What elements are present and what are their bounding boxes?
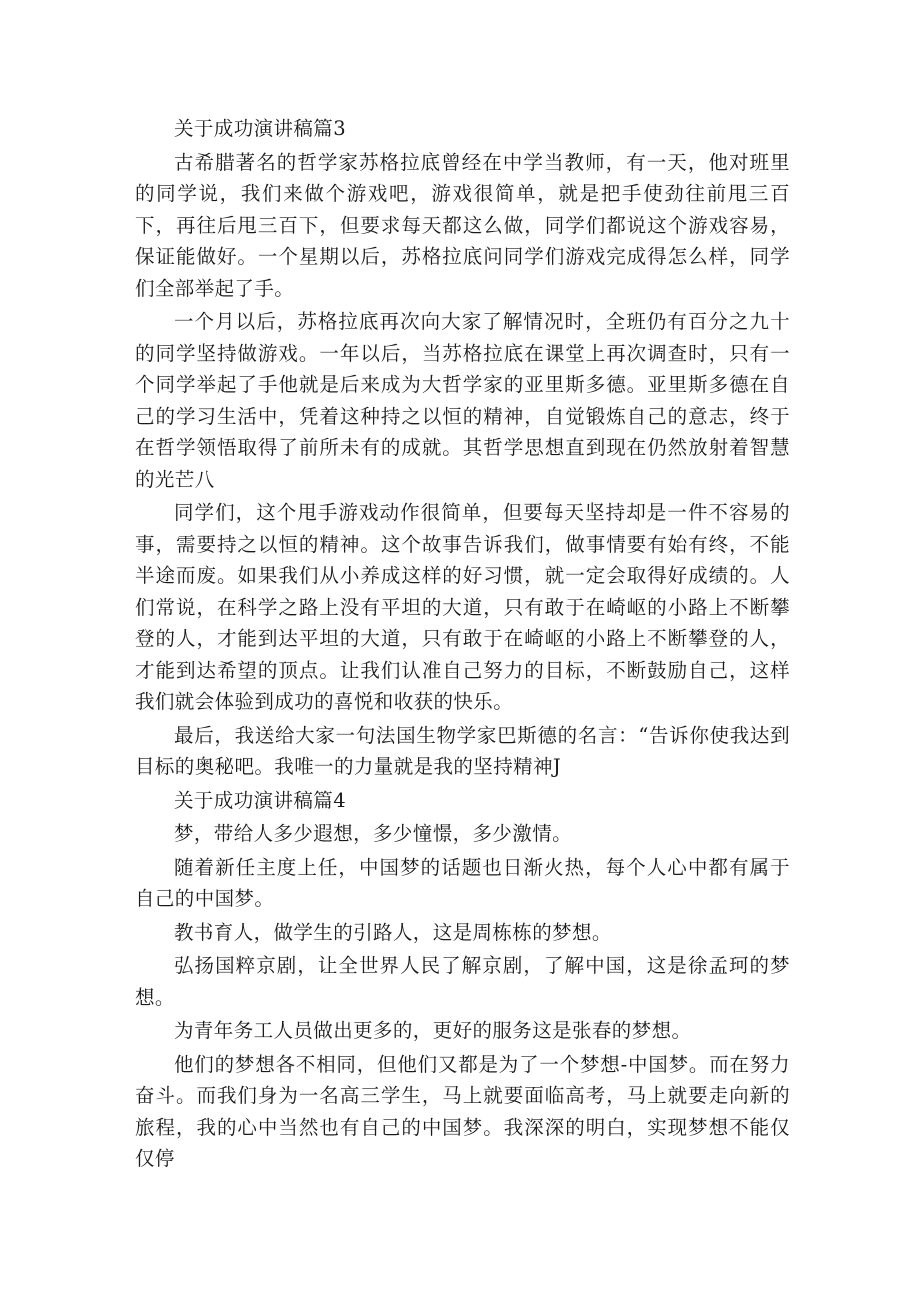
paragraph: 弘扬国粹京剧，让全世界人民了解京剧，了解中国，这是徐孟珂的梦想。: [135, 954, 790, 1009]
paragraph: 随着新任主度上任，中国梦的话题也日渐火热，每个人心中都有属于自己的中国梦。: [135, 855, 790, 910]
paragraph: 最后，我送给大家一句法国生物学家巴斯德的名言：“告诉你使我达到目标的奥秘吧。我唯一的力量就是我的坚持精神J: [135, 723, 790, 778]
paragraph: 古希腊著名的哲学家苏格拉底曾经在中学当教师，有一天，他对班里的同学说，我们来做个游戏吧，游戏很简单，就是把手使劲往前甩三百下，再往后甩三百下，但要求每天都这么做，同学们都说这个游戏容易，保证能做好。一个星期以后，苏格拉底问同学们游戏完成得怎么样，同学们全部举起了手。: [135, 150, 790, 300]
document-body: [135, 113, 790, 1177]
paragraph: 教书育人，做学生的引路人，这是周栋栋的梦想。: [174, 920, 612, 944]
paragraph: 他们的梦想各不相同，但他们又都是为了一个梦想-中国梦。而在努力奋斗。而我们身为一名高三学生，马上就要面临高考，马上就要走向新的旅程，我的心中当然也有自己的中国梦。我深深的明白，实现梦想不能仅仅停: [135, 1052, 790, 1170]
paragraph: 同学们，这个甩手游戏动作很简单，但要每天坚持却是一件不容易的事，需要持之以恒的精神。这个故事告诉我们，做事情要有始有终，不能半途而废。如果我们从小养成这样的好习惯，就一定会取得好成绩的。人们常说，在科学之路上没有平坦的大道，只有敢于在崎岖的小路上不断攀登的人，才能到达平坦的大道，只有敢于在崎岖的小路上不断攀登的人，才能到达希望的顶点。让我们认准自己努力的目标，不断鼓励自己，这样我们就会体验到成功的喜悦和收获的快乐。: [135, 501, 790, 713]
section-heading: 关于成功演讲稿篇3: [174, 117, 347, 140]
paragraph: 为青年务工人员做出更多的，更好的服务这是张春的梦想。: [174, 1019, 692, 1042]
paragraph: 一个月以后，苏格拉底再次向大家了解情况时，全班仍有百分之九十的同学坚持做游戏。一年以后，当苏格拉底在课堂上再次调查时，只有一个同学举起了手他就是后来成为大哲学家的亚里斯多德。亚里斯多德在自己的学习生活中，凭着这种持之以恒的精神，自觉锻炼自己的意志，终于在哲学领悟取得了前所未有的成就。其哲学思想直到现在仍然放射着智慧的光芒八: [135, 310, 790, 491]
paragraph: 梦，带给人多少遐想，多少憧憬，多少激情。: [174, 822, 573, 845]
section-heading: 关于成功演讲稿篇4: [174, 788, 347, 812]
